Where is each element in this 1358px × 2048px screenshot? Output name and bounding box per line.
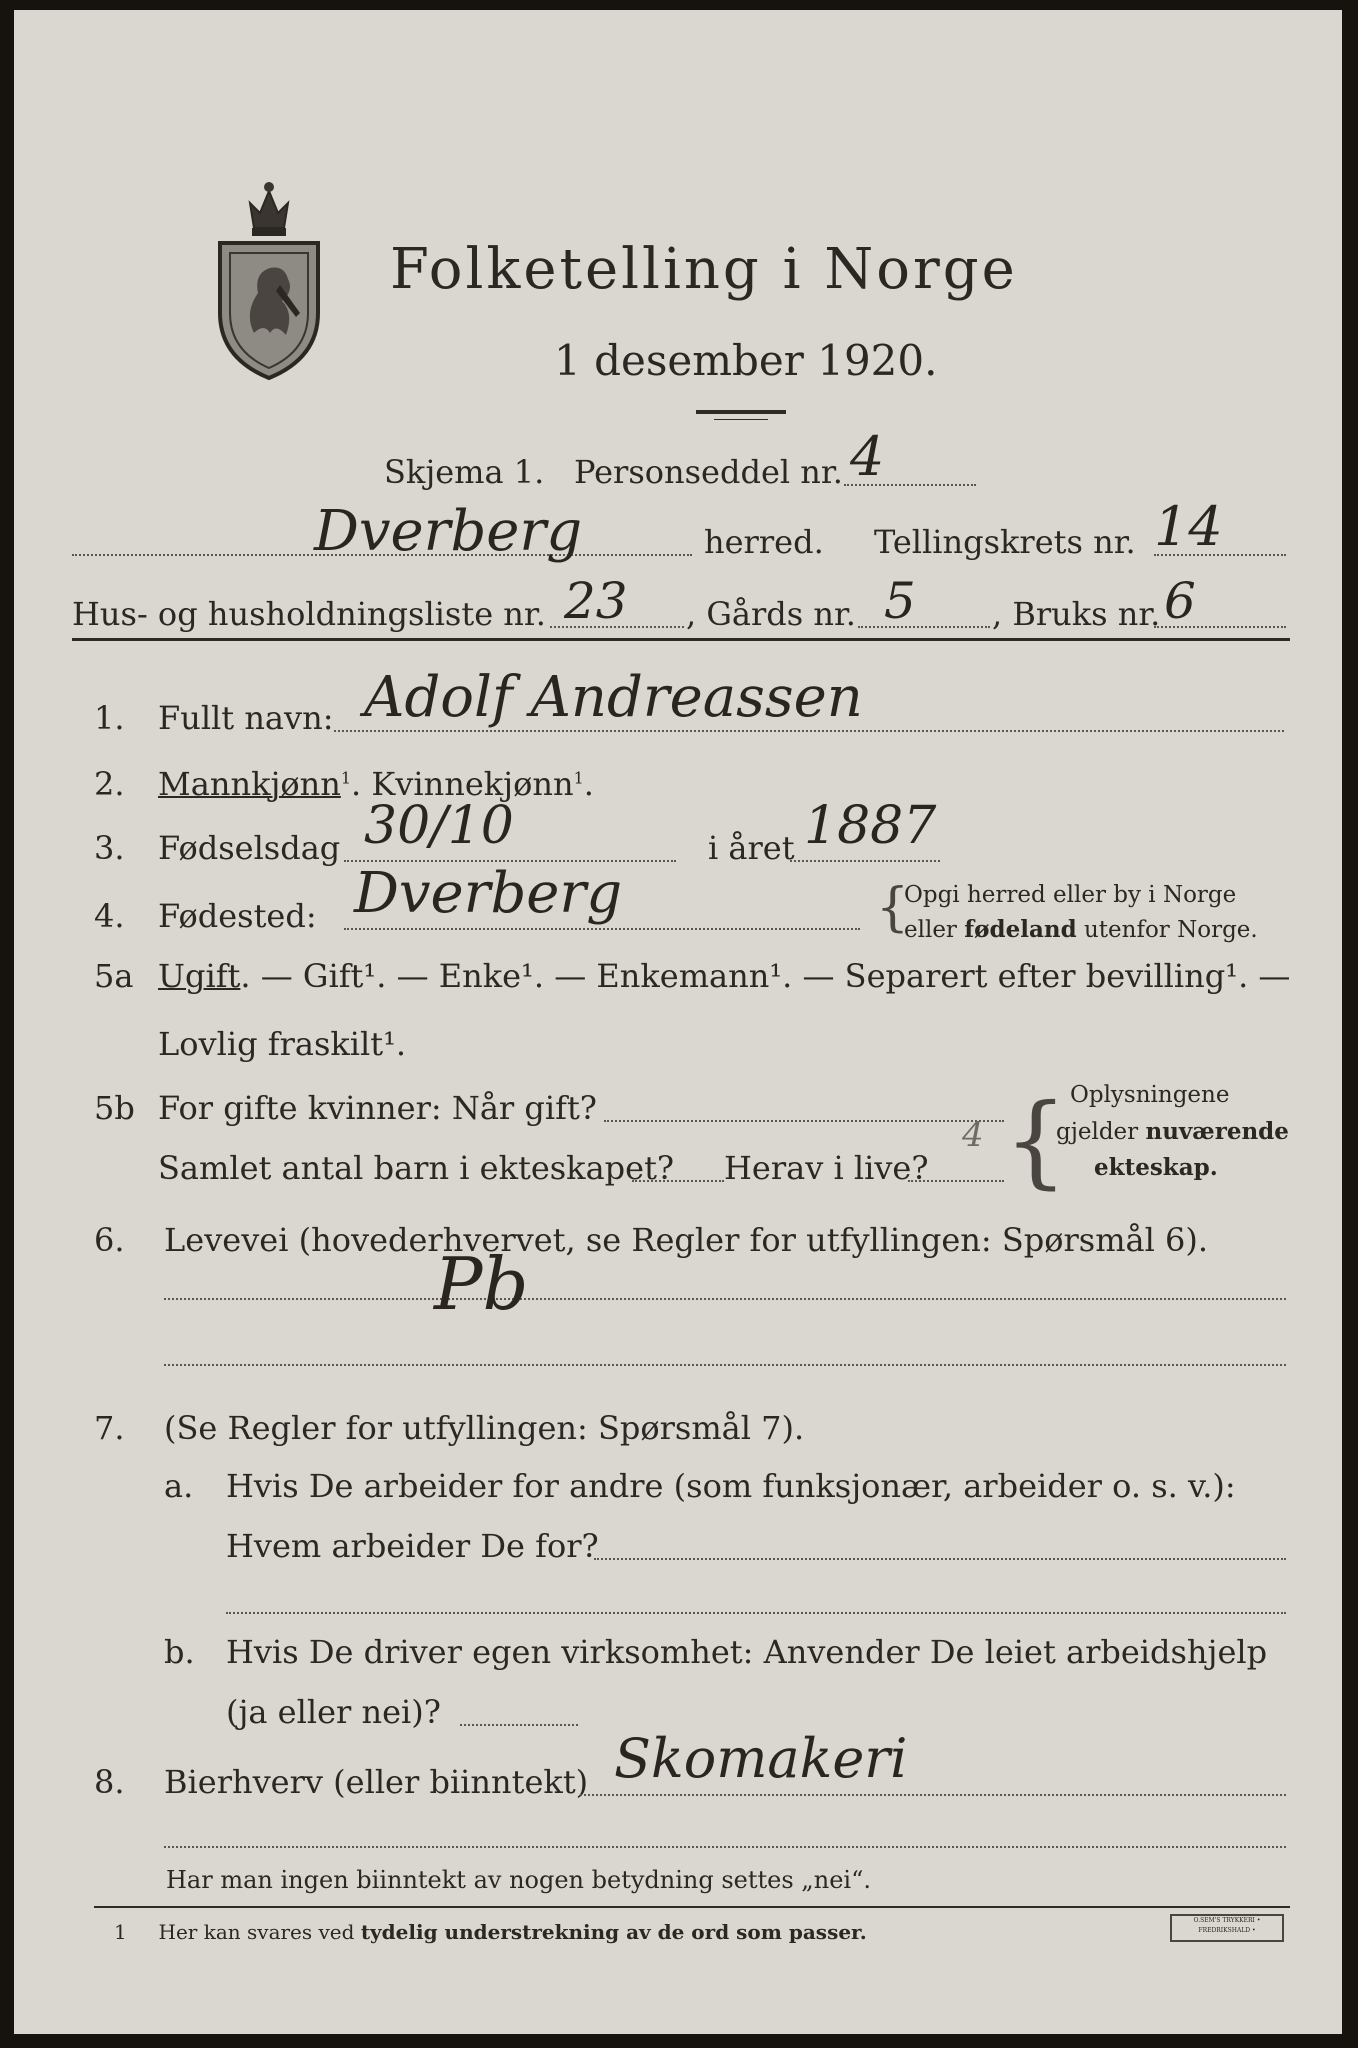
q8-line2: [164, 1846, 1286, 1848]
q5b-note2a: gjelder: [1056, 1119, 1146, 1145]
q5a-ugift-option: Ugift: [158, 957, 241, 995]
q4-note-line2c: utenfor Norge.: [1076, 917, 1258, 943]
q6-line1: [164, 1298, 1286, 1300]
gards-line: [858, 626, 990, 628]
q5b-alive-line: [908, 1180, 1004, 1182]
bruks-label: , Bruks nr.: [992, 595, 1161, 633]
q3-year-label: i året: [708, 829, 795, 867]
q5b-herav: Herav i live?: [724, 1149, 929, 1187]
q7a-text2: Hvem arbeider De for?: [226, 1527, 599, 1565]
q5a-options: [158, 957, 1291, 995]
q8-label: Bierhverv (eller biinntekt): [164, 1763, 589, 1801]
title-divider-thin: [714, 419, 768, 420]
q4-line: [344, 928, 860, 930]
q4-value: Dverberg: [354, 861, 623, 926]
q7a-line1: [594, 1558, 1286, 1560]
q5a-line2: Lovlig fraskilt¹.: [158, 1025, 407, 1063]
q5b-number: 5b: [94, 1089, 135, 1127]
q5b-label: For gifte kvinner: Når gift?: [158, 1089, 597, 1127]
q3-year-value: 1887: [804, 796, 937, 856]
q4-label: Fødested:: [158, 897, 317, 935]
q1-line: [334, 730, 1284, 732]
herred-label: herred.: [704, 523, 824, 561]
q4-note-line2a: eller: [904, 917, 965, 943]
q7b-text: Hvis De driver egen virksomhet: Anvender De leiet arbeidshjelp: [226, 1633, 1268, 1671]
q7-label: (Se Regler for utfyllingen: Spørsmål 7).: [164, 1409, 805, 1447]
husliste-label: Hus- og husholdningsliste nr.: [72, 595, 546, 633]
q7-number: 7.: [94, 1409, 125, 1447]
q2-male-option: Mannkjønn: [158, 765, 341, 803]
gards-value: 5: [884, 572, 916, 630]
husliste-value: 23: [564, 572, 628, 630]
bruks-value: 6: [1164, 572, 1196, 630]
footnote-number: 1: [114, 1920, 127, 1944]
q4-note-line2b: fødeland: [964, 916, 1077, 943]
herred-value: Dverberg: [314, 499, 583, 564]
q5a-number: 5a: [94, 957, 134, 995]
q7a-text: Hvis De arbeider for andre (som funksjonær, arbeider o. s. v.):: [226, 1467, 1236, 1505]
q5b-note-brace: {: [1004, 1082, 1068, 1199]
q4-note-brace: {: [876, 878, 910, 938]
q2-end: .: [583, 765, 594, 803]
norwegian-coat-of-arms-icon: [214, 173, 324, 383]
q3-year-line: [790, 860, 940, 862]
q7a-number: a.: [164, 1467, 194, 1505]
q5b-note3: ekteskap.: [1094, 1154, 1218, 1181]
q3-number: 3.: [94, 829, 125, 867]
footer-rule: [94, 1906, 1290, 1908]
q7b-text2: (ja eller nei)?: [226, 1693, 441, 1731]
page-title: Folketelling i Norge: [390, 237, 1018, 302]
q4-note-line2: [904, 918, 1258, 942]
q7a-line2: [226, 1612, 1286, 1614]
q5b-note1: Oplysningene: [1070, 1082, 1230, 1108]
q2-female-sup: 1: [573, 768, 584, 788]
tellingskrets-label: Tellingskrets nr.: [874, 523, 1136, 561]
q6-label: Levevei (hovederhvervet, se Regler for utfyllingen: Spørsmål 6).: [164, 1221, 1209, 1259]
personseddel-label: Personseddel nr.: [574, 453, 843, 491]
q7b-number: b.: [164, 1633, 195, 1671]
q2-number: 2.: [94, 765, 125, 803]
q4-number: 4.: [94, 897, 125, 935]
q8-number: 8.: [94, 1763, 125, 1801]
q5b-children-line: [632, 1180, 724, 1182]
q5b-note2: [1056, 1120, 1289, 1144]
q5b-note2b: nuværende: [1145, 1118, 1289, 1145]
footer-note: Har man ingen biinntekt av nogen betydning settes „nei“.: [166, 1866, 871, 1894]
q2-sep: .: [351, 765, 362, 803]
q5b-alive-mark: 4: [962, 1115, 984, 1155]
q6-value: Pb: [434, 1242, 529, 1326]
q1-value: Adolf Andreassen: [364, 665, 863, 730]
q6-number: 6.: [94, 1221, 125, 1259]
gards-label: , Gårds nr.: [686, 595, 856, 633]
bleed-through-text: [1194, 132, 1200, 153]
q8-line1: [580, 1794, 1286, 1796]
q5b-married-line: [604, 1120, 1004, 1122]
printer-stamp: [1170, 1914, 1284, 1942]
q2-female-option: Kvinnekjønn: [371, 765, 574, 803]
section-divider: [72, 638, 1290, 641]
q4-note-line1: Opgi herred eller by i Norge: [904, 882, 1237, 908]
tellingskrets-value: 14: [1154, 495, 1223, 558]
q5a-rest: . — Gift¹. — Enke¹. — Enkemann¹. — Separert efter bevilling¹. —: [240, 957, 1291, 995]
personseddel-value: 4: [850, 425, 885, 488]
footnote-text-b: tydelig understrekning av de ord som passer.: [360, 1920, 867, 1944]
q2-male-sup: 1: [340, 768, 352, 788]
census-date: 1 desember 1920.: [554, 336, 938, 385]
title-divider: [696, 410, 786, 414]
q1-number: 1.: [94, 699, 125, 737]
q5b-label2: Samlet antal barn i ekteskapet?: [158, 1149, 675, 1187]
q1-label: Fullt navn:: [158, 699, 334, 737]
footnote-text-a: Her kan svares ved: [158, 1920, 361, 1944]
skjema-label: Skjema 1.: [384, 453, 545, 491]
q7b-line: [460, 1724, 578, 1726]
printer-stamp-text: O.SEM'S TRYKKERI • FREDRIKSHALD •: [1193, 1917, 1261, 1934]
q8-value: Skomakeri: [614, 1727, 908, 1790]
q6-line2: [164, 1364, 1286, 1366]
q3-value: 30/10: [364, 796, 514, 856]
q3-label: Fødselsdag: [158, 829, 341, 867]
census-form-page: [14, 10, 1342, 2034]
footnote: [114, 1922, 867, 1942]
